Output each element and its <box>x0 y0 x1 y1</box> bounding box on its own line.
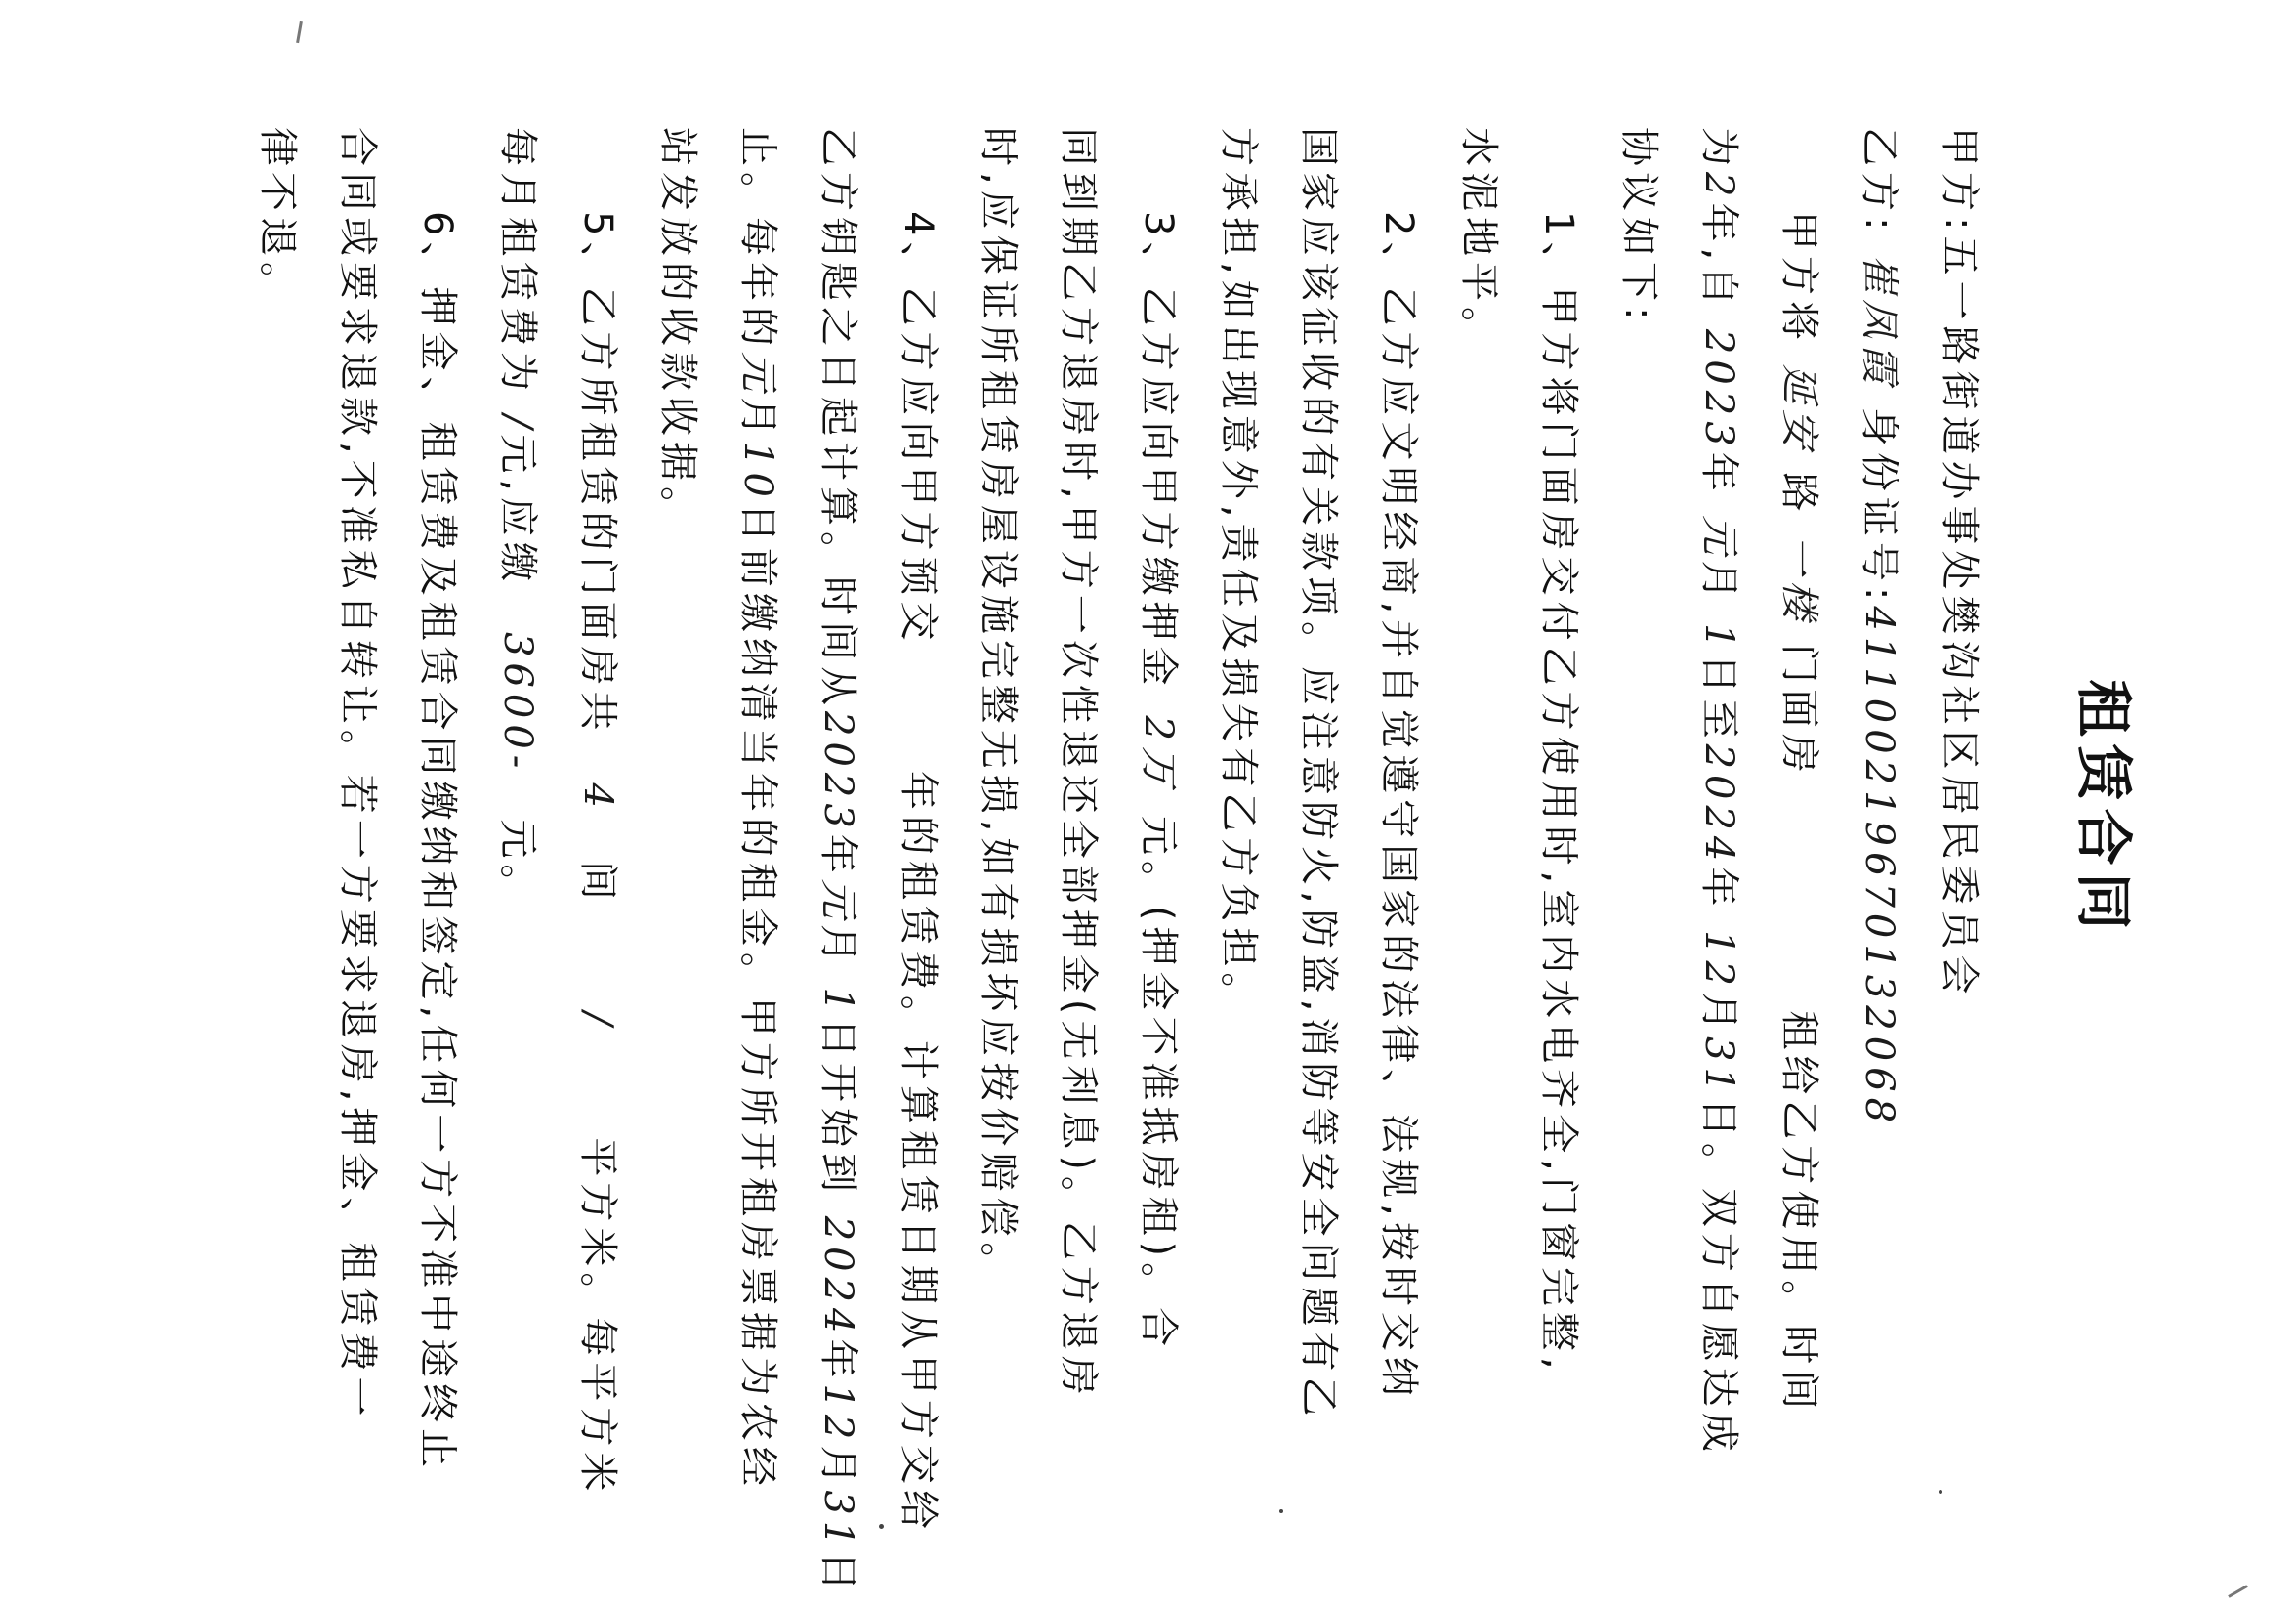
lease-line <box>1759 127 1839 1490</box>
clause-4-text: 年 <box>815 833 860 879</box>
clause-3-line-3: 时,应保证所租赁房屋设施完整无损,如有损坏应按价赔偿。 <box>976 127 1021 1288</box>
clause-2-line-2: 国家应该征收的有关款项。应注意防火,防盗,消防等安全问题有乙 <box>1296 127 1341 1422</box>
lease-text: 租给乙方使用。时间 <box>1776 1010 1821 1416</box>
clause-3-text: 3、乙方应向甲方缴押金 <box>1136 211 1181 692</box>
clause-5-text: 元,应缴 <box>495 434 540 587</box>
id-label: 身份证号: <box>1857 406 1901 607</box>
from-day: 1 <box>815 987 860 1018</box>
clause-3-line-2: 同到期乙方退房时,甲方一次性退还全部押金(无利息)。乙方退房 <box>1056 127 1101 1401</box>
from-month: 元 <box>815 878 860 924</box>
area-value: / <box>575 1011 620 1032</box>
from-year: 2023 <box>815 711 860 834</box>
clause-4-text: 月 <box>735 397 780 442</box>
term-years: 2 <box>1696 172 1741 203</box>
end-year: 2024 <box>1696 743 1741 867</box>
term-text: 年,自 <box>1696 202 1741 312</box>
deposit-amount: 2万 <box>1136 715 1181 791</box>
clause-4-text: 止。每年的 <box>735 127 780 352</box>
clause-5-text: 元。 <box>495 819 540 909</box>
term-text: 为 <box>1696 127 1741 172</box>
party-a-label: 甲方: <box>1937 127 1982 236</box>
clause-4-text: 日 <box>815 1551 860 1597</box>
party-b-name: 崔凤霞 <box>1857 254 1901 390</box>
clause-5-text: 平方米。每平方米 <box>575 1137 620 1498</box>
clause-4-text: 年的租赁费。计算租赁日期从甲方交给 <box>896 770 940 1535</box>
agree-line: 协议如下: <box>1616 127 1661 326</box>
term-text: 年 <box>1696 867 1741 912</box>
party-a-line <box>1919 127 1999 1490</box>
clause-2-line-3: 方承担,如出现意外,责任及损失有乙方负担。 <box>1216 127 1261 1018</box>
term-text: 月 <box>1696 560 1741 606</box>
party-b-label: 乙方: <box>1857 127 1901 236</box>
clause-4-text: 4、乙方应向甲方预交 <box>896 211 940 647</box>
room-count: 4 <box>575 782 620 814</box>
clause-2-line-1: 2、乙方应文明经商,并自觉遵守国家的法律、法规,按时交纳 <box>1376 211 1421 1402</box>
clause-4-text: 日前缴纳清当年的租金。甲方所开租房票据为农经 <box>735 502 780 1492</box>
term-text: 日。双方自愿达成 <box>1696 1097 1741 1458</box>
clause-5-line-1 <box>558 127 638 1498</box>
to-day: 31 <box>815 1490 860 1552</box>
start-month: 元 <box>1696 515 1741 561</box>
party-b-line <box>1839 127 1919 1490</box>
clause-5-text: 每月租赁费为 <box>495 127 540 397</box>
end-month: 12 <box>1696 930 1741 992</box>
pay-day: 10 <box>735 442 780 503</box>
term-text: 日至 <box>1696 654 1741 744</box>
party-a-name: 五一路街道办事处樊沟社区居民委员会 <box>1937 235 1982 1000</box>
lease-text: 甲方将 <box>1776 211 1821 346</box>
clause-3-text: 元。(押金不准抵房租)。合 <box>1136 815 1181 1353</box>
clause-3-line-1 <box>1118 127 1198 1490</box>
clause-1-line-1: 1、甲方将门面房交付乙方使用时,室内水电齐全,门窗完整, <box>1536 211 1581 1375</box>
id-number: 41100219670132068 <box>1857 606 1901 1129</box>
term-line <box>1679 127 1759 1490</box>
clause-4-text: 年 <box>815 1338 860 1384</box>
start-day: 1 <box>1696 623 1741 655</box>
clause-4-line-2 <box>798 127 878 1597</box>
to-month: 12 <box>815 1383 860 1446</box>
contract-title: 租赁合同 <box>2070 679 2137 938</box>
shop-number: 一楼 <box>1776 535 1821 626</box>
end-day: 31 <box>1696 1036 1741 1098</box>
clause-6-line-3: 律不退。 <box>255 127 300 307</box>
road-name: 延安 <box>1776 363 1821 454</box>
clause-6-line-2: 合同或要求退款,不准私自转让。若一方要求退房,押金、租赁费一 <box>335 127 380 1422</box>
clause-1-line-2: 水泥地平。 <box>1456 127 1501 352</box>
clause-4-text: 月 <box>815 1445 860 1491</box>
term-text: 年 <box>1696 451 1741 497</box>
term-text: 月 <box>1696 992 1741 1036</box>
pay-month: 元 <box>735 352 780 397</box>
unit-price: / <box>495 414 540 435</box>
clause-4-line-3 <box>718 127 798 1490</box>
clause-5-text: 间 <box>575 860 620 906</box>
total-amount: 3600- <box>495 631 540 775</box>
clause-5-text: 5、乙方所租赁的门面房共 <box>575 211 620 737</box>
clause-4-text: 乙方钥匙之日起计算。时间从 <box>815 127 860 711</box>
clause-4-text: 日开始到 <box>815 1017 860 1198</box>
to-year: 2024 <box>815 1215 860 1339</box>
start-year: 2023 <box>1696 328 1741 452</box>
clause-6-line-1: 6、押金、租赁费及租赁合同缴纳和签定,任何一方不准中途终止 <box>415 211 460 1474</box>
lease-text: 门面房 <box>1776 643 1821 779</box>
clause-5-line-2 <box>478 127 558 1490</box>
lease-text: 路 <box>1776 472 1821 518</box>
clause-4-line-4: 站发放的收款收据。 <box>655 127 700 531</box>
clause-4-line-1 <box>878 127 958 1535</box>
clause-4-text: 月 <box>815 923 860 969</box>
